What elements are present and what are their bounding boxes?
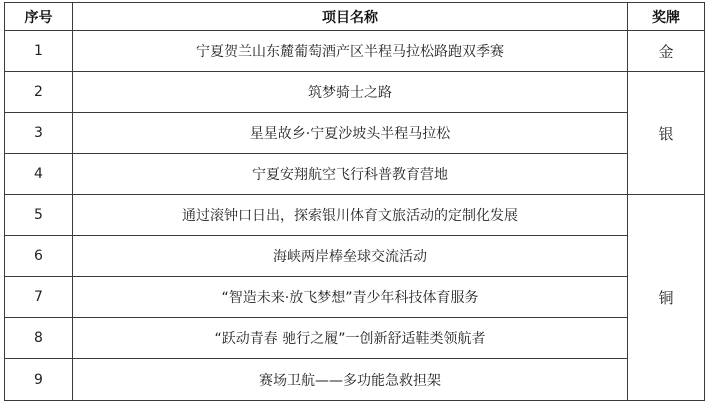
table-row — [5, 318, 705, 359]
medal-cell-bronze: 铜 — [628, 195, 705, 401]
table-row — [5, 72, 705, 113]
table-row — [5, 31, 705, 72]
serial-number-cell: 8 — [5, 318, 73, 359]
award-table — [4, 2, 705, 401]
project-name-cell: “智造未来·放飞梦想”青少年科技体育服务 — [73, 277, 628, 318]
project-name-cell: 通过滚钟口日出，探索银川体育文旅活动的定制化发展 — [73, 195, 628, 236]
header-row — [5, 3, 705, 31]
medal-cell-silver: 银 — [628, 72, 705, 195]
serial-number-cell: 3 — [5, 113, 73, 154]
table-row — [5, 236, 705, 277]
project-name-cell: 宁夏贺兰山东麓葡萄酒产区半程马拉松路跑双季赛 — [73, 31, 628, 72]
table-row — [5, 154, 705, 195]
project-name-cell: 宁夏安翔航空飞行科普教育营地 — [73, 154, 628, 195]
serial-number-cell: 9 — [5, 359, 73, 401]
serial-number-cell: 1 — [5, 31, 73, 72]
project-name-cell: 赛场卫航——多功能急救担架 — [73, 359, 628, 401]
project-name-cell: 筑梦骑士之路 — [73, 72, 628, 113]
table-body — [5, 31, 705, 401]
project-name-cell: 星星故乡·宁夏沙坡头半程马拉松 — [73, 113, 628, 154]
header-project-name: 项目名称 — [73, 3, 628, 31]
header-medal: 奖牌 — [628, 3, 705, 31]
serial-number-cell: 4 — [5, 154, 73, 195]
project-name-cell: “跃动青春 驰行之履”一创新舒适鞋类领航者 — [73, 318, 628, 359]
table-row — [5, 277, 705, 318]
serial-number-cell: 2 — [5, 72, 73, 113]
table-row — [5, 359, 705, 401]
serial-number-cell: 6 — [5, 236, 73, 277]
table-row — [5, 113, 705, 154]
serial-number-cell: 7 — [5, 277, 73, 318]
table-header — [5, 3, 705, 31]
serial-number-cell: 5 — [5, 195, 73, 236]
medal-cell-gold: 金 — [628, 31, 705, 72]
project-name-cell: 海峡两岸棒垒球交流活动 — [73, 236, 628, 277]
header-serial-number: 序号 — [5, 3, 73, 31]
table-row — [5, 195, 705, 236]
